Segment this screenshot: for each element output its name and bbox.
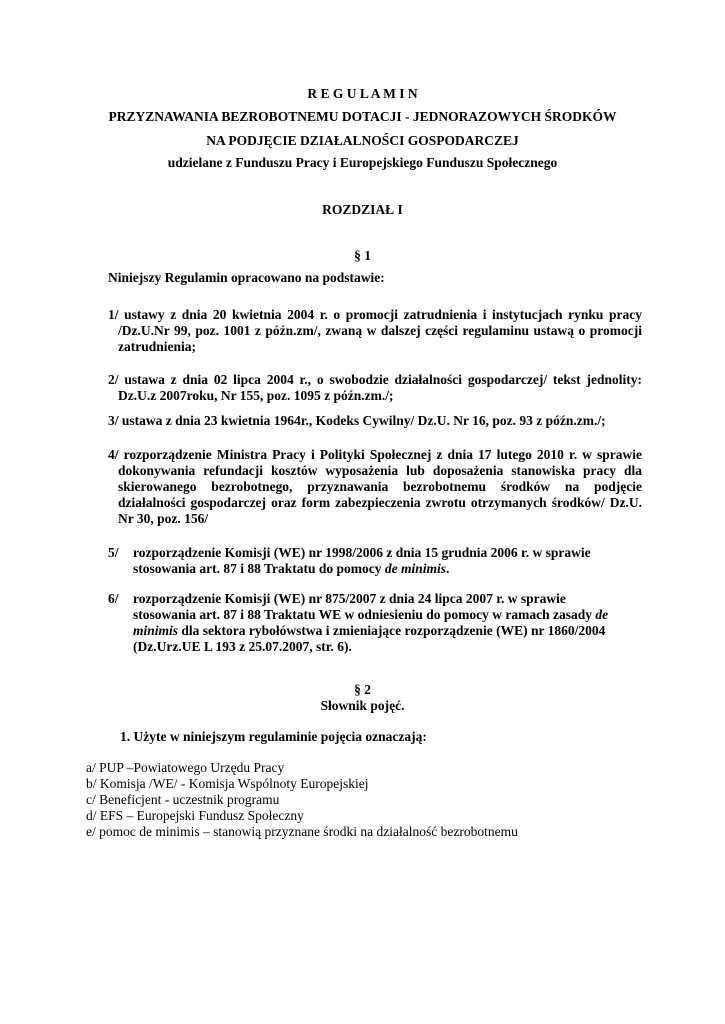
legal-basis-item-4 [108, 447, 642, 527]
legal-basis-item-1 [108, 307, 642, 355]
definition-item: e/ pomoc de minimis – stanowią przyznane środki na działalność bezrobotnemu [86, 824, 518, 839]
item-5-number: 5/ [108, 545, 119, 560]
item-4-line-1: 4/ rozporządzenie Ministra Pracy i Polityki Społecznej z dnia 17 lutego 2010 r. w sprawie [108, 447, 642, 462]
section-2-title: Słownik pojęć. [320, 698, 405, 713]
section-2-heading: § 2 [354, 682, 371, 697]
definition-item: b/ Komisja /WE/ - Komisja Wspólnoty Europejskiej [86, 776, 369, 791]
item-1-line-3: zatrudnienia; [118, 339, 197, 354]
definition-item: c/ Beneficjent - uczestnik programu [86, 792, 280, 807]
legal-basis-item-3 [108, 413, 642, 429]
section-2-intro: 1. Użyte w niniejszym regulaminie pojęcia oznaczają: [120, 729, 427, 744]
item-6-number: 6/ [108, 591, 119, 606]
item-6-line-1: rozporządzenie Komisji (WE) nr 875/2007 z dnia 24 lipca 2007 r. w sprawie [133, 591, 566, 606]
section-1-intro: Niniejszy Regulamin opracowano na podstawie: [108, 270, 385, 285]
item-5-line-2-text: stosowania art. 87 i 88 Traktatu do pomocy [133, 561, 385, 576]
item-6-line-2-text: stosowania art. 87 i 88 Traktatu WE w odniesieniu do pomocy w ramach zasady [133, 607, 596, 622]
item-4-line-3: skierowanego bezrobotnego, przyznawania bezrobotnemu środków na podjęcie [118, 479, 642, 494]
definition-item: d/ EFS – Europejski Fundusz Społeczny [86, 808, 304, 823]
item-6-de: de [595, 607, 609, 622]
item-1-line-2: /Dz.U.Nr 99, poz. 1001 z późn.zm/, zwaną w dalszej części regulaminu ustawą o promocji [118, 323, 642, 338]
definition-item: a/ PUP –Powiatowego Urzędu Pracy [86, 760, 285, 775]
section-1-heading: § 1 [354, 248, 371, 263]
item-5-line-2 [133, 561, 449, 577]
item-5-line-2-end: . [446, 561, 450, 576]
item-6-line-4: (Dz.Urz.UE L 193 z 25.07.2007, str. 6). [133, 639, 352, 654]
chapter-heading: ROZDZIAŁ I [322, 202, 403, 217]
document-subtitle-1: PRZYZNAWANIA BEZROBOTNEMU DOTACJI - JEDNORAZOWYCH ŚRODKÓW [108, 109, 617, 124]
item-4-line-4: działalności gospodarczej oraz form zabezpieczenia zwrotu otrzymanych środków/ Dz.U. [118, 495, 642, 510]
item-6-minimis: minimis [133, 623, 179, 638]
item-6-line-3 [133, 623, 605, 639]
document-subtitle-2: NA PODJĘCIE DZIAŁALNOŚCI GOSPODARCZEJ [206, 133, 519, 148]
item-2-line-2: Dz.U.z 2007roku, Nr 155, poz. 1095 z późn.zm./; [118, 388, 394, 403]
item-1-line-1: 1/ ustawy z dnia 20 kwietnia 2004 r. o promocji zatrudnienia i instytucjach rynku pracy [108, 307, 642, 322]
item-6-line-2 [133, 607, 608, 623]
item-5-de-minimis: de minimis [384, 561, 447, 576]
legal-basis-item-2 [108, 372, 642, 404]
document-title: R E G U L A M I N [307, 86, 418, 101]
item-4-line-2: dokonywania refundacji kosztów wyposażenia lub doposażenia stanowiska pracy dla [118, 463, 642, 478]
item-2-line-1: 2/ ustawa z dnia 02 lipca 2004 r., o swobodzie działalności gospodarczej/ tekst jednolity: [108, 372, 642, 387]
item-4-line-5: Nr 30, poz. 156/ [118, 511, 209, 526]
item-5-line-1: rozporządzenie Komisji (WE) nr 1998/2006 z dnia 15 grudnia 2006 r. w sprawie [133, 545, 591, 560]
document-subtitle-3: udzielane z Funduszu Pracy i Europejskiego Funduszu Społecznego [167, 155, 558, 170]
item-3-line-1: 3/ ustawa z dnia 23 kwietnia 1964r., Kodeks Cywilny/ Dz.U. Nr 16, poz. 93 z późn.zm./; [108, 413, 606, 428]
item-6-line-3-text: dla sektora rybołówstwa i zmieniające rozporządzenie (WE) nr 1860/2004 [178, 623, 606, 638]
